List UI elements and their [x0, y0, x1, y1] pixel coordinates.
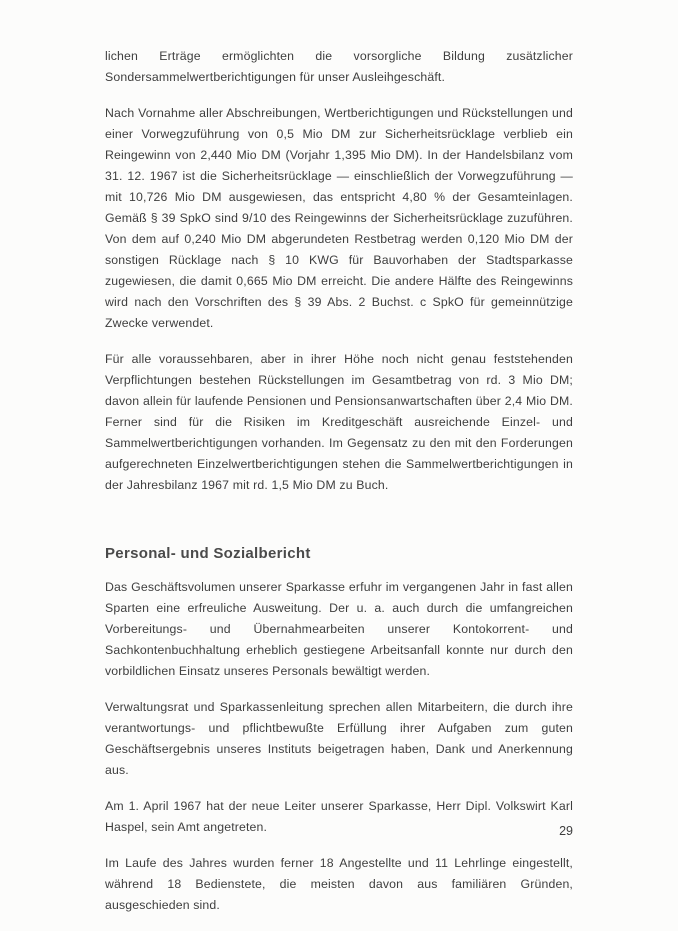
intro-paragraph-1: lichen Erträge ermöglichten die vorsorgliche Bildung zusätzlicher Sondersammelwertberichtigungen für unser Ausleihgeschäft.	[105, 49, 573, 84]
intro-paragraph-3: Für alle voraussehbaren, aber in ihrer Höhe noch nicht genau feststehenden Verpflichtungen bestehen Rückstellungen im Gesamtbetrag von rd. 3 Mio DM; davon allein für laufende Pensionen und Pensionsanwartschaften über 2,4 Mio DM. Ferner sind für die Risiken im Kreditgeschäft ausreichende Einzel- und Sammelwertberichtigungen vorhanden. Im Gegensatz zu den mit den Forderungen aufgerechneten Einzelwertberichtigungen stehen die Sammelwertberichtigungen in der Jahresbilanz 1967 mit rd. 1,5 Mio DM zu Buch.	[105, 352, 573, 492]
section-paragraph-3: Am 1. April 1967 hat der neue Leiter unserer Sparkasse, Herr Dipl. Volkswirt Karl Haspel, sein Amt angetreten.	[105, 799, 573, 834]
text-block	[105, 46, 573, 931]
section-paragraph-1: Das Geschäftsvolumen unserer Sparkasse erfuhr im vergangenen Jahr in fast allen Sparten eine erfreuliche Ausweitung. Der u. a. auch durch die umfangreichen Vorbereitungs- und Übernahmearbeiten unserer Kontokorrent- und Sachkontenbuchhaltung erheblich gestiegene Arbeitsanfall konnte nur durch den vorbildlichen Einsatz unseres Personals bewältigt werden.	[105, 580, 573, 678]
intro-paragraph-2: Nach Vornahme aller Abschreibungen, Wertberichtigungen und Rückstellungen und einer Vorwegzuführung von 0,5 Mio DM zur Sicherheitsrücklage verblieb ein Reingewinn von 2,440 Mio DM (Vorjahr 1,395 Mio DM). In der Handelsbilanz vom 31. 12. 1967 ist die Sicherheitsrücklage — einschließlich der Vorwegzuführung — mit 10,726 Mio DM ausgewiesen, das entspricht 4,80 % der Gesamteinlagen. Gemäß § 39 SpkO sind 9/10 des Reingewinns der Sicherheitsrücklage zuzuführen. Von dem auf 0,240 Mio DM abgerundeten Restbetrag werden 0,120 Mio DM der sonstigen Rücklage nach § 10 KWG für Bauvorhaben der Stadtsparkasse zugewiesen, die damit 0,665 Mio DM erreicht. Die andere Hälfte des Reingewinns wird nach den Vorschriften des § 39 Abs. 2 Buchst. c SpkO für gemeinnützige Zwecke verwendet.	[105, 106, 573, 330]
section-paragraph-4: Im Laufe des Jahres wurden ferner 18 Angestellte und 11 Lehrlinge eingestellt, während 18 Bedienstete, die meisten davon aus familiären Gründen, ausgeschieden sind.	[105, 856, 573, 912]
page-number: 29	[559, 824, 573, 838]
section-paragraph-2: Verwaltungsrat und Sparkassenleitung sprechen allen Mitarbeitern, die durch ihre verantwortungs- und pflichtbewußte Erfüllung ihrer Aufgaben zum guten Geschäftsergebnis unseres Instituts beigetragen haben, Dank und Anerkennung aus.	[105, 700, 573, 777]
section-heading: Personal- und Sozialbericht	[105, 545, 311, 562]
